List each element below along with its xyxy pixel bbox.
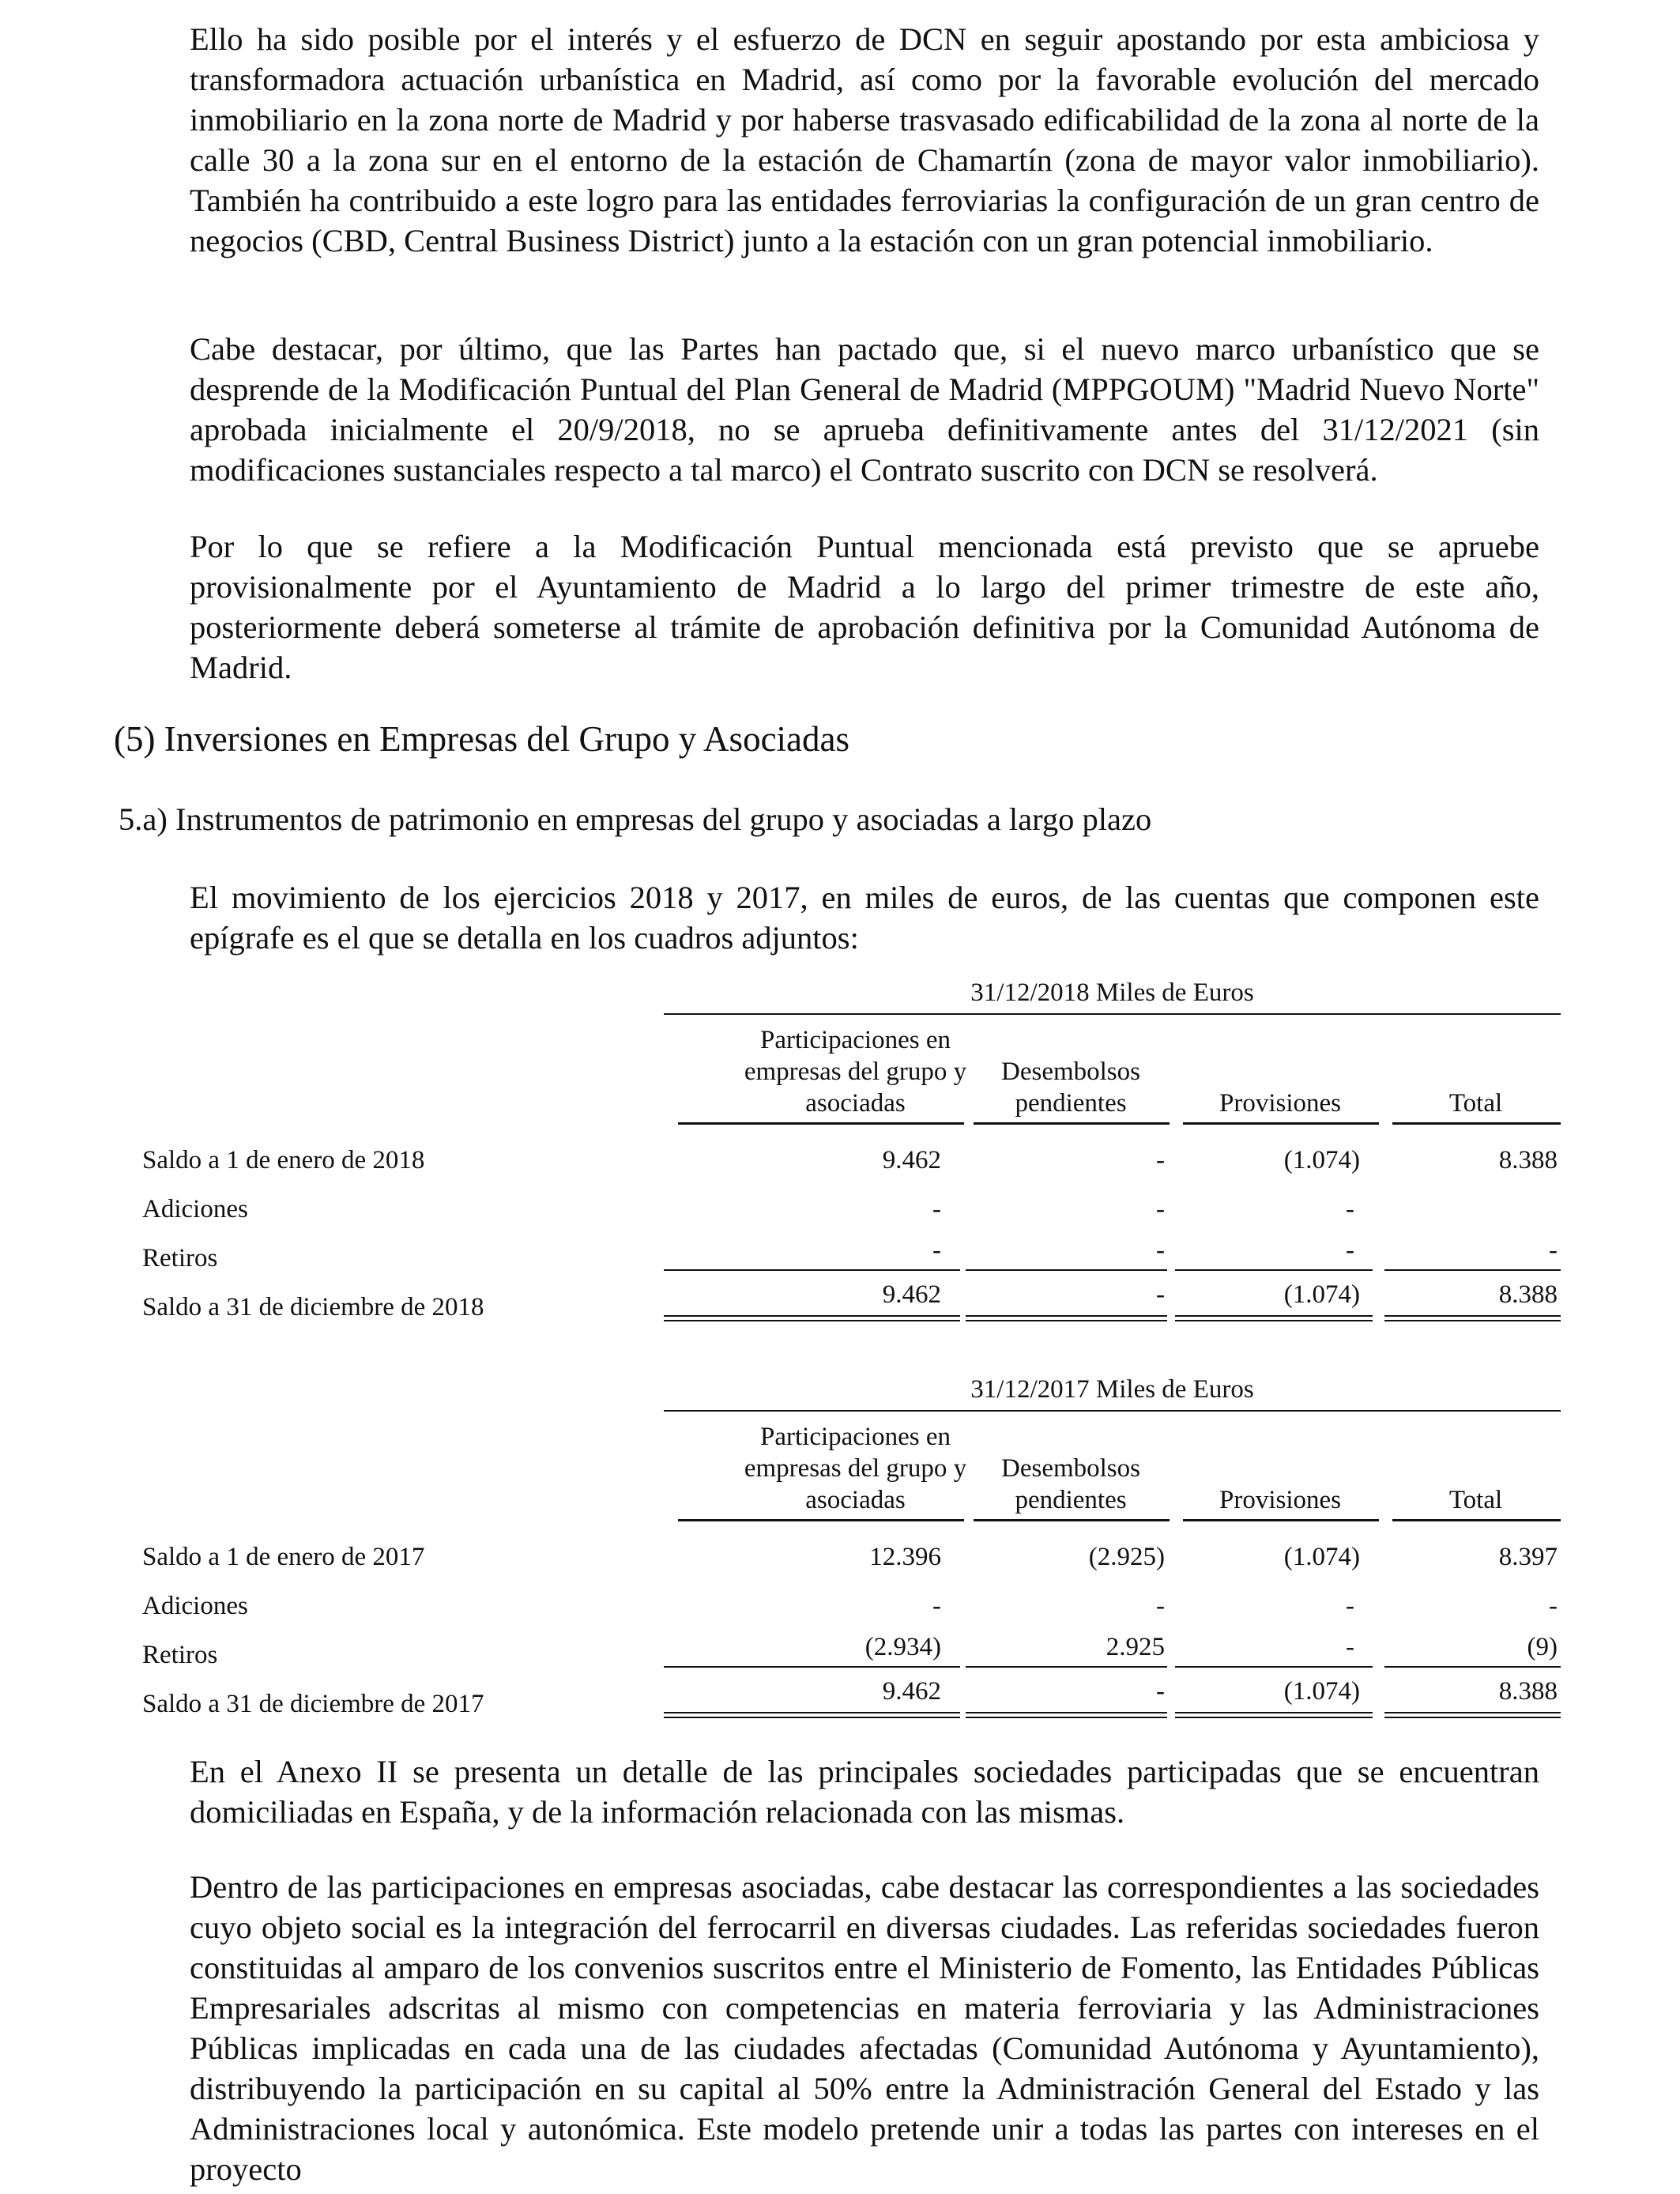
table-title: 31/12/2018 Miles de Euros [970,978,1254,1007]
cell-provisiones: (1.074) [1283,1146,1360,1174]
row-label: Retiros [142,1641,218,1669]
header-underline [678,1122,964,1125]
cell-participaciones: - [932,1195,941,1223]
header-line: asociadas [805,1486,906,1514]
subtotal-rule [1384,1269,1561,1271]
paragraph-annex-ii: En el Anexo II se presenta un detalle de las principales sociedades participadas que se encuentran domiciliadas en España, y de la información relacionada con las mismas. [190,1754,1539,1830]
cell-provisiones: (1.074) [1283,1677,1360,1706]
cell-provisiones: - [1346,1195,1354,1223]
cell-desembolsos: - [1156,1195,1165,1223]
subtotal-rule [664,1269,960,1271]
paragraph-modification-approval: Por lo que se refiere a la Modificación Puntual mencionada está previsto que se apruebe provisionalmente por el Ayuntamiento de Madrid a lo largo del primer trimestre de este año, posteriormente deberá someterse al trámite de aprobación definitiva por la Comunidad Autónoma de Madrid. [190,529,1539,685]
header-line: Participaciones en [760,1423,951,1451]
section-heading-investments: (5) Inversiones en Empresas del Grupo y Asociadas [114,719,850,759]
cell-participaciones: (2.934) [864,1633,941,1661]
subtotal-rule [966,1666,1167,1668]
total-double-rule [664,1315,960,1321]
header-underline [974,1519,1170,1521]
header-line: pendientes [1015,1486,1127,1514]
cell-participaciones: 9.462 [882,1146,941,1174]
row-label: Retiros [142,1244,218,1272]
paragraph-dcn-contribution: Ello ha sido posible por el interés y el esfuerzo de DCN en seguir apostando por esta ambiciosa y transformadora actuación urbanística en Madrid, así como por la favorable evolución del mercado inmobiliario en la zona norte de Madrid y por haberse trasvasado edificabilidad de la zona al norte de la calle 30 a la zona sur en el entorno de la estación de Chamartín (zona de mayor valor inmobiliario). También ha contribuido a este logro para las entidades ferroviarias la configuración de un gran centro de negocios (CBD, Central Business District) junto a la estación con un gran potencial inmobiliario. [190,21,1539,258]
total-double-rule [1175,1712,1373,1718]
cell-total: (9) [1527,1633,1558,1661]
cell-total: - [1549,1592,1558,1620]
subtotal-rule [1175,1269,1373,1271]
cell-desembolsos: - [1156,1592,1165,1620]
cell-participaciones: - [932,1236,941,1265]
row-label: Saldo a 1 de enero de 2017 [142,1543,425,1571]
column-header-desembolsos [972,1453,1170,1516]
cell-provisiones: (1.074) [1283,1543,1360,1571]
header-underline [1392,1519,1561,1521]
header-line: pendientes [1015,1089,1127,1118]
row-label: Adiciones [142,1195,248,1223]
row-label: Adiciones [142,1592,248,1620]
row-label: Saldo a 31 de diciembre de 2017 [142,1690,484,1718]
column-header-desembolsos [972,1056,1170,1119]
row-label: Saldo a 31 de diciembre de 2018 [142,1293,484,1321]
paragraph-movement-intro: El movimiento de los ejercicios 2018 y 2017, en miles de euros, de las cuentas que componen este epígrafe es el que se detalla en los cuadros adjuntos: [190,880,1539,956]
header-underline [678,1519,964,1521]
cell-desembolsos: (2.925) [1088,1543,1165,1571]
cell-participaciones: 12.396 [869,1543,941,1571]
cell-provisiones: - [1346,1236,1354,1265]
paragraph-associated-companies: Dentro de las participaciones en empresas asociadas, cabe destacar las correspondientes a las sociedades cuyo objeto social es la integración del ferrocarril en diversas ciudades. Las referidas sociedades fueron constituidas al amparo de los convenios suscritos entre el Ministerio de Fomento, las Entidades Públicas Empresariales adscritas al mismo con competencias en materia ferroviaria y las Administraciones Públicas implicadas en cada una de las ciudades afectadas (Comunidad Autónoma y Ayuntamiento), distribuyendo la participación en su capital al 50% entre la Administración General del Estado y las Administraciones local y autonómica. Este modelo pretende unir a todas las partes con intereses en el proyecto [190,1869,1539,2187]
total-double-rule [664,1712,960,1718]
cell-desembolsos: - [1156,1236,1165,1265]
subtotal-rule [1175,1666,1373,1668]
header-line: empresas del grupo y [744,1057,967,1086]
header-line: Desembolsos [1001,1057,1140,1086]
cell-participaciones: 9.462 [882,1677,941,1706]
total-double-rule [1384,1315,1561,1321]
header-line: asociadas [805,1089,906,1118]
cell-desembolsos: 2.925 [1106,1633,1165,1661]
column-header-provisiones: Provisiones [1219,1486,1341,1514]
cell-desembolsos: - [1156,1146,1165,1174]
header-underline [1183,1519,1379,1521]
cell-participaciones: - [932,1592,941,1620]
row-label: Saldo a 1 de enero de 2018 [142,1146,425,1174]
total-double-rule [1175,1315,1373,1321]
cell-total: 8.388 [1498,1146,1558,1174]
cell-provisiones: - [1346,1633,1354,1661]
header-underline [974,1122,1170,1125]
table-title: 31/12/2017 Miles de Euros [970,1375,1254,1404]
cell-total: - [1549,1236,1558,1265]
header-line: Participaciones en [760,1026,951,1054]
total-double-rule [1384,1712,1561,1718]
cell-provisiones: - [1346,1592,1354,1620]
header-underline [1183,1122,1379,1125]
header-line: Desembolsos [1001,1454,1140,1483]
subtotal-rule [966,1269,1167,1271]
column-header-provisiones: Provisiones [1219,1089,1341,1118]
title-underline [664,1410,1561,1412]
total-double-rule [966,1712,1167,1718]
column-header-total: Total [1448,1486,1503,1514]
paragraph-resolution-clause: Cabe destacar, por último, que las Partes han pactado que, si el nuevo marco urbanístico que se desprende de la Modificación Puntual del Plan General de Madrid (MPPGOUM) "Madrid Nuevo Norte" aprobada inicialmente el 20/9/2018, no se aprueba definitivamente antes del 31/12/2021 (sin modificaciones sustanciales respecto a tal marco) el Contrato suscrito con DCN se resolverá. [190,331,1539,488]
subtotal-rule [664,1666,960,1668]
cell-provisiones: (1.074) [1283,1280,1360,1309]
cell-desembolsos: - [1156,1280,1165,1309]
column-header-total: Total [1448,1089,1503,1118]
header-line: empresas del grupo y [744,1454,967,1483]
header-underline [1392,1122,1561,1125]
cell-total: 8.388 [1498,1280,1558,1309]
subsection-heading-equity-instruments: 5.a) Instrumentos de patrimonio en empresas del grupo y asociadas a largo plazo [119,801,1152,837]
cell-total: 8.388 [1498,1677,1558,1706]
title-underline [664,1013,1561,1015]
total-double-rule [966,1315,1167,1321]
cell-total: 8.397 [1498,1543,1558,1571]
subtotal-rule [1384,1666,1561,1668]
cell-participaciones: 9.462 [882,1280,941,1309]
cell-desembolsos: - [1156,1677,1165,1706]
